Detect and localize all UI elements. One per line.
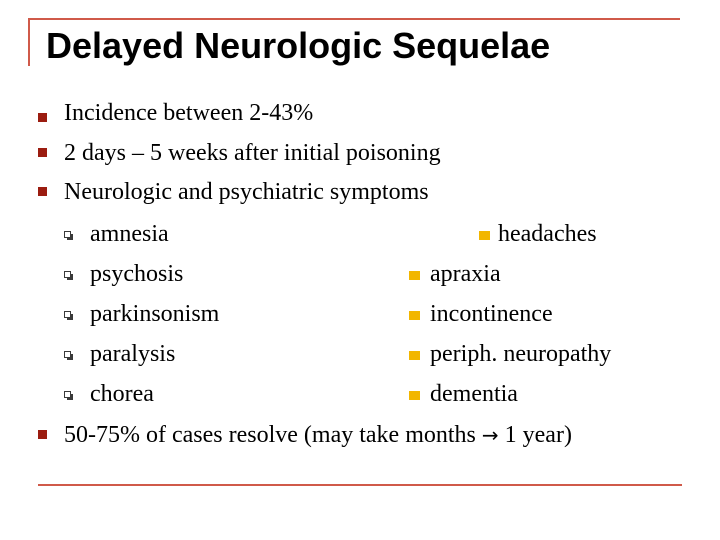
- symptom-left: amnesia: [90, 221, 169, 247]
- top-rule: [28, 18, 680, 20]
- symptom-left: paralysis: [90, 341, 176, 367]
- symptom-left: psychosis: [90, 261, 184, 287]
- yellow-square-icon: [409, 311, 420, 320]
- symptom-right: headaches: [498, 221, 597, 247]
- resolution-text: 50-75% of cases resolve (may take months: [64, 422, 476, 448]
- bullet-marker: [38, 430, 47, 439]
- bullet-marker: [38, 187, 47, 196]
- checkbox-bullet-icon: [64, 311, 71, 318]
- yellow-square-icon: [479, 231, 490, 240]
- symptom-right: periph. neuropathy: [430, 341, 612, 367]
- bullet-marker: [38, 148, 47, 157]
- checkbox-bullet-icon: [64, 391, 71, 398]
- symptom-left: parkinsonism: [90, 301, 220, 327]
- bottom-rule: [38, 484, 682, 486]
- yellow-square-icon: [409, 391, 420, 400]
- resolution-duration: 1 year): [504, 422, 572, 448]
- bullet-marker: [38, 113, 47, 122]
- yellow-square-icon: [409, 271, 420, 280]
- right-arrow-icon: →: [481, 423, 499, 447]
- checkbox-bullet-icon: [64, 271, 71, 278]
- left-rule: [28, 18, 30, 66]
- checkbox-bullet-icon: [64, 231, 71, 238]
- bullet-onset: 2 days – 5 weeks after initial poisoning: [64, 140, 441, 166]
- symptom-left: chorea: [90, 381, 154, 407]
- symptom-right: apraxia: [430, 261, 501, 287]
- symptom-right: incontinence: [430, 301, 553, 327]
- symptom-right: dementia: [430, 381, 518, 407]
- slide-title: Delayed Neurologic Sequelae: [46, 25, 551, 66]
- bullet-incidence: Incidence between 2-43%: [64, 100, 314, 126]
- yellow-square-icon: [409, 351, 420, 360]
- bullet-resolution: [64, 420, 572, 450]
- checkbox-bullet-icon: [64, 351, 71, 358]
- bullet-symptoms: Neurologic and psychiatric symptoms: [64, 179, 429, 205]
